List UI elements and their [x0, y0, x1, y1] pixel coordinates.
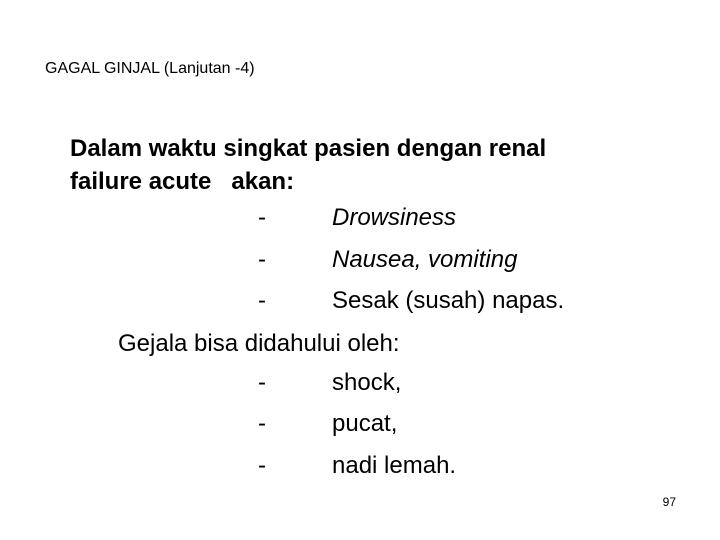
page-number: 97	[662, 495, 676, 509]
preceded-item-3: nadi lemah.	[332, 452, 457, 479]
preceded-item-2: pucat,	[332, 410, 398, 437]
preceded-dash-2: -	[258, 410, 266, 437]
symptom-item-2: Nausea, vomiting	[332, 246, 518, 273]
symptom-item-1: Drowsiness	[332, 204, 457, 231]
symptom-dash-3: -	[258, 287, 266, 314]
intro-text	[70, 132, 546, 198]
symptom-item-3: Sesak (susah) napas.	[332, 287, 565, 314]
preceded-dash-3: -	[258, 452, 266, 479]
slide-title: GAGAL GINJAL (Lanjutan -4)	[45, 60, 255, 77]
intro-line-2: failure acute akan:	[70, 168, 295, 195]
preceded-dash-1: -	[258, 369, 266, 396]
preceded-heading: Gejala bisa didahului oleh:	[118, 330, 400, 357]
symptom-dash-1: -	[258, 204, 266, 231]
symptom-dash-2: -	[258, 246, 266, 273]
preceded-item-1: shock,	[332, 369, 402, 396]
intro-line-1: Dalam waktu singkat pasien dengan renal	[70, 135, 547, 162]
